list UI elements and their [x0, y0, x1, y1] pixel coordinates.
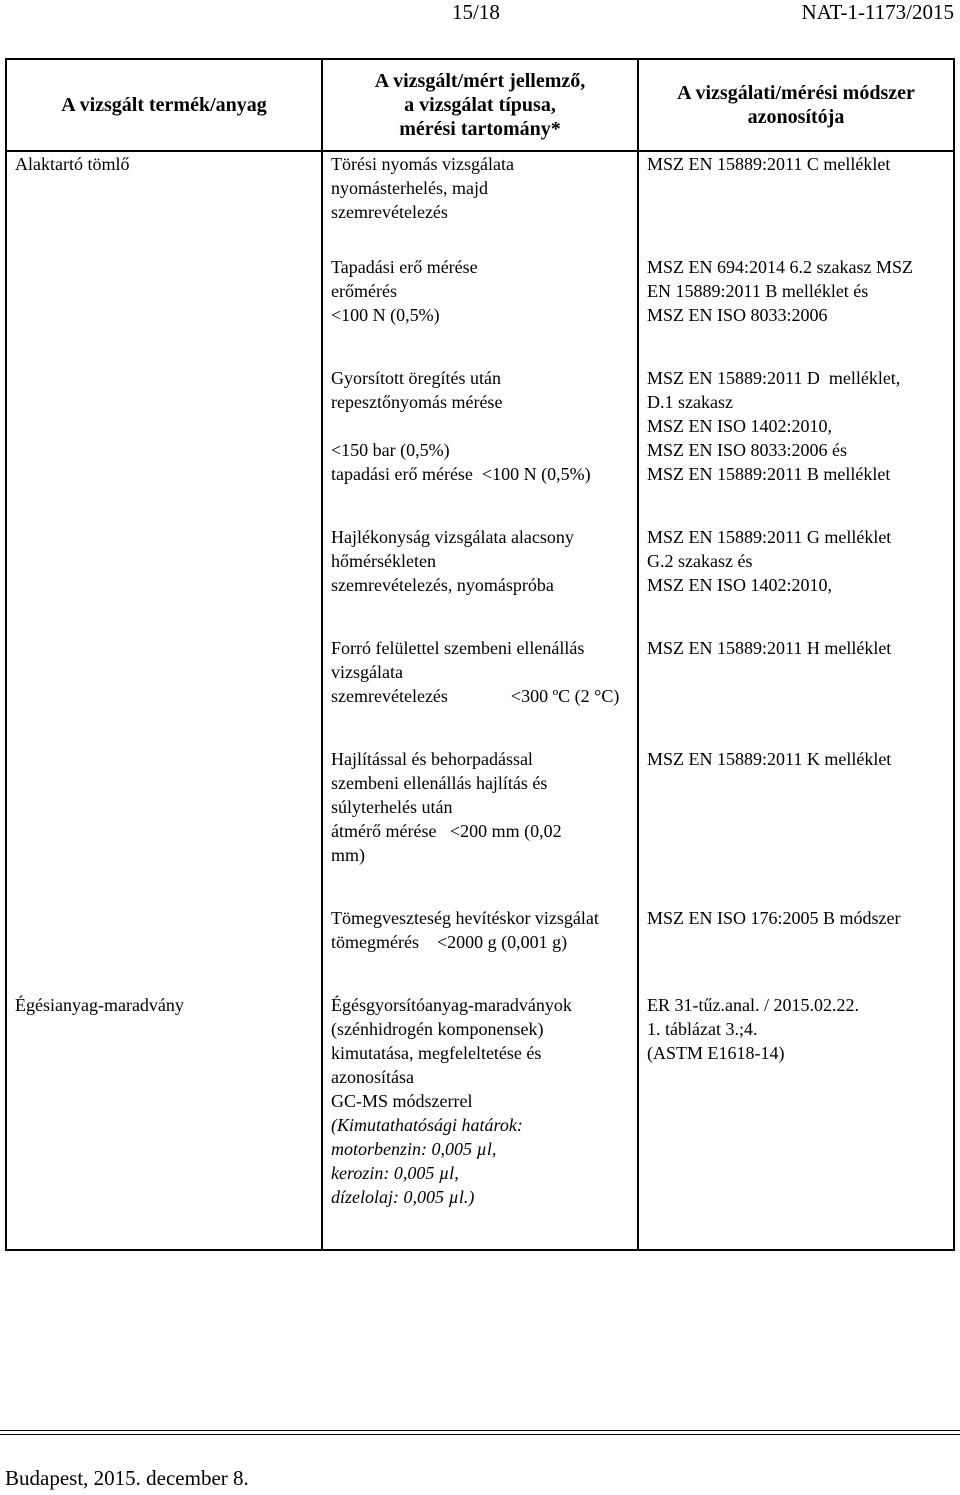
detection-limit-line: kerozin: 0,005 µl, — [331, 1163, 459, 1183]
page-header — [0, 0, 960, 24]
header-line: mérési tartomány* — [399, 118, 561, 140]
method-line: MSZ EN ISO 1402:2010, — [647, 416, 833, 436]
product-cell — [6, 891, 322, 978]
method-line: MSZ EN ISO 8033:2006 — [647, 305, 828, 325]
characteristic-line: <150 bar (0,5%) — [331, 440, 450, 460]
method-line: MSZ EN 15889:2011 G melléklet — [647, 527, 892, 547]
table-row — [6, 240, 954, 351]
document-code: NAT-1-1173/2015 — [801, 0, 954, 24]
product-cell — [6, 510, 322, 621]
product-name: Égésianyag-maradvány — [15, 995, 184, 1015]
product-name: Alaktartó tömlő — [15, 154, 130, 174]
method-line: EN 15889:2011 B melléklet és — [647, 281, 869, 301]
characteristic-line: hőmérsékleten — [331, 551, 436, 571]
method-line: D.1 szakasz — [647, 392, 733, 412]
product-cell — [6, 621, 322, 732]
characteristic-cell — [322, 891, 638, 978]
header-product — [6, 59, 322, 151]
method-line: MSZ EN 15889:2011 K melléklet — [647, 749, 892, 769]
method-cell — [638, 240, 954, 351]
characteristic-line: mm) — [331, 845, 365, 865]
table-row — [6, 151, 954, 240]
method-line: G.2 szakasz és — [647, 551, 753, 571]
table-header-row — [6, 59, 954, 151]
characteristic-cell — [322, 978, 638, 1250]
characteristic-line: kimutatása, megfeleltetése és — [331, 1043, 542, 1063]
method-line: MSZ EN 694:2014 6.2 szakasz MSZ — [647, 257, 913, 277]
product-cell — [6, 151, 322, 240]
characteristic-line: tapadási erő mérése <100 N (0,5%) — [331, 464, 591, 484]
method-line: (ASTM E1618-14) — [647, 1043, 785, 1063]
characteristic-line: Gyorsított öregítés után — [331, 368, 501, 388]
detection-limit-line: (Kimutathatósági határok: — [331, 1115, 523, 1135]
header-line: A vizsgálati/mérési módszer — [677, 82, 915, 104]
header-line: A vizsgált/mért jellemző, — [374, 70, 586, 92]
detection-limit-line: motorbenzin: 0,005 µl, — [331, 1139, 497, 1159]
characteristic-cell — [322, 732, 638, 891]
method-line: ER 31-tűz.anal. / 2015.02.22. — [647, 995, 859, 1015]
characteristic-line: Tömegveszteség hevítéskor vizsgálat — [331, 908, 599, 928]
table-row — [6, 732, 954, 891]
characteristic-line: nyomásterhelés, majd — [331, 178, 488, 198]
accreditation-table — [5, 58, 955, 1251]
characteristic-line: szemrevételezés <300 ºC (2 °C) — [331, 686, 620, 706]
footer-divider — [0, 1430, 960, 1431]
product-cell — [6, 240, 322, 351]
method-line: 1. táblázat 3.;4. — [647, 1019, 758, 1039]
header-method — [638, 59, 954, 151]
footer-divider-second — [0, 1434, 960, 1435]
method-cell — [638, 510, 954, 621]
characteristic-line: vizsgálata — [331, 662, 403, 682]
header-line: a vizsgálat típusa, — [404, 94, 556, 116]
characteristic-line: Tapadási erő mérése — [331, 257, 478, 277]
table-row — [6, 510, 954, 621]
characteristic-cell — [322, 351, 638, 510]
characteristic-line: súlyterhelés után — [331, 797, 453, 817]
characteristic-line: tömegmérés <2000 g (0,001 g) — [331, 932, 568, 952]
characteristic-cell — [322, 510, 638, 621]
page-number: 15/18 — [452, 0, 500, 24]
characteristic-line: szemrevételezés — [331, 202, 448, 222]
method-line: MSZ EN ISO 1402:2010, — [647, 575, 833, 595]
method-cell — [638, 978, 954, 1250]
characteristic-cell — [322, 151, 638, 240]
method-cell — [638, 151, 954, 240]
product-cell — [6, 978, 322, 1250]
characteristic-line: átmérő mérése <200 mm (0,02 — [331, 821, 562, 841]
characteristic-line: (szénhidrogén komponensek) — [331, 1019, 544, 1039]
method-line: MSZ EN 15889:2011 C melléklet — [647, 154, 891, 174]
method-line: MSZ EN 15889:2011 B melléklet — [647, 464, 891, 484]
method-cell — [638, 891, 954, 978]
header-line: azonosítója — [747, 106, 845, 128]
characteristic-line: azonosítása — [331, 1067, 414, 1087]
method-cell — [638, 621, 954, 732]
header-characteristic — [322, 59, 638, 151]
table-row — [6, 351, 954, 510]
table-row — [6, 621, 954, 732]
characteristic-line: Hajlékonyság vizsgálata alacsony — [331, 527, 574, 547]
table-row — [6, 891, 954, 978]
method-line: MSZ EN 15889:2011 H melléklet — [647, 638, 892, 658]
product-cell — [6, 351, 322, 510]
table-row — [6, 978, 954, 1250]
characteristic-line: szemrevételezés, nyomáspróba — [331, 575, 554, 595]
footer-place-date: Budapest, 2015. december 8. — [5, 1466, 249, 1490]
characteristic-line: szembeni ellenállás hajlítás és — [331, 773, 548, 793]
characteristic-cell — [322, 240, 638, 351]
characteristic-line: Törési nyomás vizsgálata — [331, 154, 514, 174]
characteristic-line: <100 N (0,5%) — [331, 305, 440, 325]
method-line: MSZ EN ISO 176:2005 B módszer — [647, 908, 901, 928]
product-cell — [6, 732, 322, 891]
method-line: MSZ EN ISO 8033:2006 és — [647, 440, 848, 460]
characteristic-line: Forró felülettel szembeni ellenállás — [331, 638, 585, 658]
method-cell — [638, 732, 954, 891]
characteristic-line: erőmérés — [331, 281, 397, 301]
method-cell — [638, 351, 954, 510]
characteristic-line: Égésgyorsítóanyag-maradványok — [331, 995, 572, 1015]
characteristic-line: Hajlítással és behorpadással — [331, 749, 533, 769]
characteristic-line: GC-MS módszerrel — [331, 1091, 473, 1111]
characteristic-cell — [322, 621, 638, 732]
method-line: MSZ EN 15889:2011 D melléklet, — [647, 368, 901, 388]
characteristic-line: repesztőnyomás mérése — [331, 392, 503, 412]
characteristic-line — [331, 414, 629, 438]
detection-limit-line: dízelolaj: 0,005 µl.) — [331, 1187, 475, 1207]
header-line: A vizsgált termék/anyag — [61, 94, 267, 116]
